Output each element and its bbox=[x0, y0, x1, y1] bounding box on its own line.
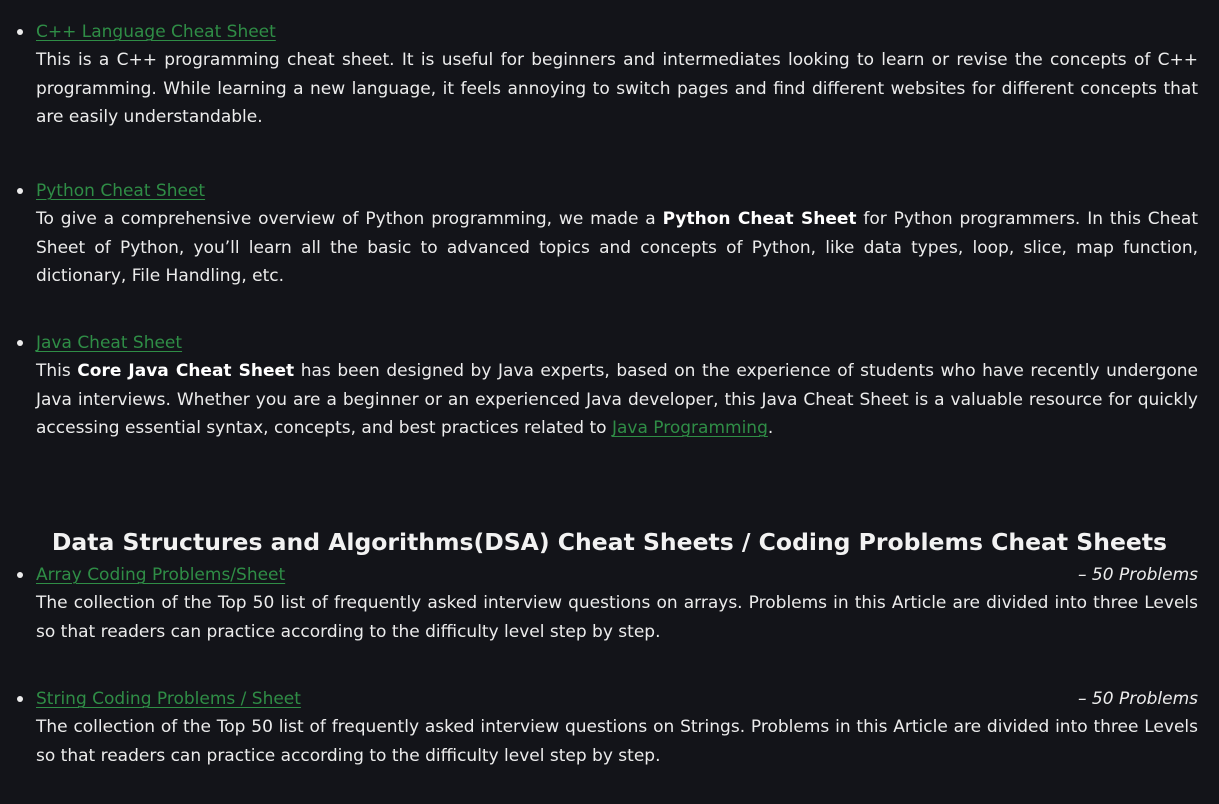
list-item-python bbox=[0, 177, 1219, 329]
list-item-cpp bbox=[0, 18, 1219, 177]
bullet-icon bbox=[17, 572, 23, 578]
string-problems-link[interactable]: String Coding Problems / Sheet bbox=[36, 689, 301, 709]
python-cheat-sheet-link[interactable]: Python Cheat Sheet bbox=[36, 181, 206, 201]
desc-text: To give a comprehensive overview of Python programming, we made a bbox=[36, 209, 663, 229]
bullet-icon bbox=[17, 29, 23, 35]
java-cheat-sheet-link[interactable]: Java Cheat Sheet bbox=[36, 333, 183, 353]
list-item-java bbox=[0, 329, 1219, 527]
bullet-icon bbox=[17, 696, 23, 702]
string-description: The collection of the Top 50 list of frequently asked interview questions on Strings. Problems in this Article are divided into three Levels so that readers can practice according to the difficulty level step by step. bbox=[36, 717, 1198, 766]
item-title-line bbox=[36, 329, 1198, 357]
desc-text: This is a C++ programming cheat sheet. It is useful for beginners and intermediates looking to learn or revise the concepts of C++ programming. While learning a new language, it feels annoying to switch pages and find different websites for different concepts that are easily understandable. bbox=[36, 50, 1198, 127]
cpp-description bbox=[36, 46, 1198, 132]
desc-bold-text: Python Cheat Sheet bbox=[662, 209, 857, 229]
dsa-section-heading: Data Structures and Algorithms(DSA) Cheat Sheets / Coding Problems Cheat Sheets bbox=[51, 528, 1168, 556]
item-title-line bbox=[36, 685, 1198, 713]
bullet-icon bbox=[17, 188, 23, 194]
java-programming-link[interactable]: Java Programming bbox=[611, 418, 768, 438]
list-item-array bbox=[0, 561, 1219, 685]
problem-count: – 50 Problems bbox=[1078, 565, 1198, 585]
desc-bold-text: Core Java Cheat Sheet bbox=[77, 361, 295, 381]
list-item-string bbox=[0, 685, 1219, 775]
desc-text: has been designed by Java experts, based on the experience of students who have recently undergone Java interviews. Whether you are a beginner or an experienced Java developer, this Java Cheat Sheet is a valuable resource for quickly accessing essential syntax, concepts, and best practices related to bbox=[36, 361, 1198, 438]
item-title-line bbox=[36, 177, 1198, 205]
item-title-line bbox=[36, 18, 1198, 46]
dsa-cheat-sheet-list bbox=[0, 561, 1219, 775]
desc-text: . bbox=[767, 418, 774, 438]
java-description bbox=[36, 357, 1198, 443]
problem-count: – 50 Problems bbox=[1078, 689, 1198, 709]
cpp-cheat-sheet-link[interactable]: C++ Language Cheat Sheet bbox=[36, 22, 276, 42]
array-description: The collection of the Top 50 list of frequently asked interview questions on arrays. Problems in this Article are divided into three Levels so that readers can practice according to the difficulty level step by step. bbox=[36, 593, 1198, 642]
item-title-line bbox=[36, 561, 1198, 589]
bullet-icon bbox=[17, 340, 23, 346]
array-problems-link[interactable]: Array Coding Problems/Sheet bbox=[36, 565, 286, 585]
language-cheat-sheet-list bbox=[0, 18, 1219, 527]
desc-text: for Python programmers. In this Cheat Sheet of Python, you’ll learn all the basic to advanced topics and concepts of Python, like data types, loop, slice, map function, dictionary, File Handling, etc. bbox=[36, 209, 1198, 286]
python-description bbox=[36, 205, 1198, 291]
desc-text: This bbox=[36, 361, 78, 381]
